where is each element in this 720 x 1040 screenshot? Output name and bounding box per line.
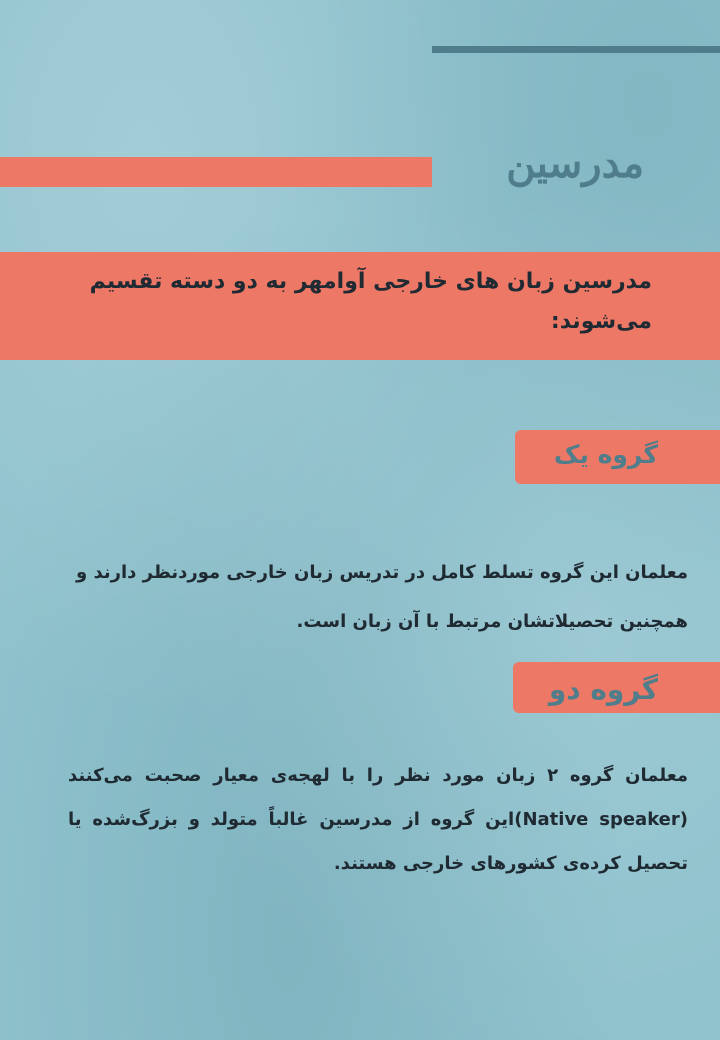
page-title: مدرسین — [506, 140, 644, 187]
group-two-label: گروه دو — [548, 673, 658, 706]
group-one-description: معلمان این گروه تسلط کامل در تدریس زبان خارجی موردنظر دارند و همچنین تحصیلاتشان مرتبط با آن زبان است. — [76, 562, 688, 632]
group-one-label: گروه یک — [553, 440, 658, 469]
intro-text: مدرسین زبان های خارجی آوامهر به دو دسته تقسیم می‌شوند: — [89, 269, 652, 334]
title-accent-bar — [0, 157, 432, 187]
group-two-description: معلمان گروه ۲ زبان مورد نظر را با لهجه‌ی معیار صحبت می‌کنند (Native speaker)این گروه از مدرسین غالباً متولد و بزرگ‌شده یا تحصیل کرده‌ی کشورهای خارجی هستند. — [68, 765, 689, 874]
top-divider — [432, 46, 720, 53]
